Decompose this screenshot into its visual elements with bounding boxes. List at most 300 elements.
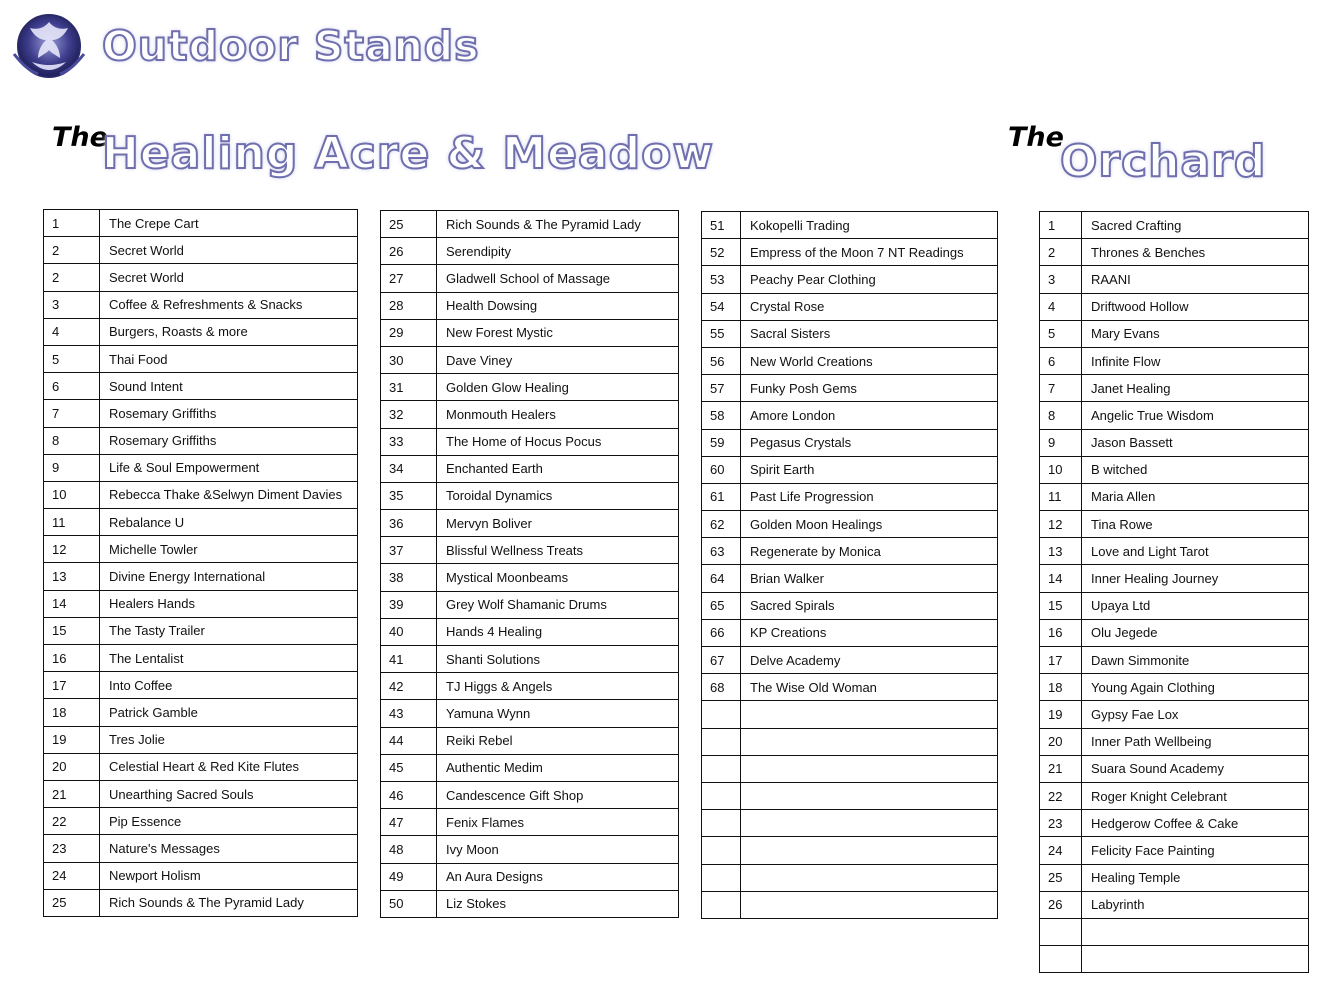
stand-number: 17: [1040, 647, 1082, 674]
stand-name: An Aura Designs: [437, 863, 679, 890]
table-row: [44, 427, 358, 454]
table-row: [702, 402, 998, 429]
table-row: [44, 454, 358, 481]
stand-number: 50: [381, 890, 437, 917]
stand-number: 61: [702, 483, 741, 510]
stand-number: 35: [381, 482, 437, 509]
stand-name: Rebecca Thake &Selwyn Diment Davies: [100, 481, 358, 508]
table-row: [381, 537, 679, 564]
table-row: [1040, 212, 1309, 239]
stand-number: [702, 701, 741, 728]
stand-name: Labyrinth: [1082, 891, 1309, 918]
table-row: [702, 538, 998, 565]
area-prefix: The: [1008, 122, 1064, 153]
table-row: [1040, 728, 1309, 755]
stand-name: Kokopelli Trading: [741, 212, 998, 239]
stand-name: Peachy Pear Clothing: [741, 266, 998, 293]
table-row: [381, 836, 679, 863]
stand-number: 59: [702, 429, 741, 456]
table-row: [381, 510, 679, 537]
stand-name: Patrick Gamble: [100, 699, 358, 726]
table-row: [1040, 320, 1309, 347]
stand-name: Gladwell School of Massage: [437, 265, 679, 292]
stand-number: 30: [381, 346, 437, 373]
table-row: [1040, 619, 1309, 646]
stand-number: 37: [381, 537, 437, 564]
stand-name: Empress of the Moon 7 NT Readings: [741, 239, 998, 266]
stand-name: Hedgerow Coffee & Cake: [1082, 810, 1309, 837]
stand-name: Past Life Progression: [741, 483, 998, 510]
table-row: [1040, 647, 1309, 674]
table-row: [381, 754, 679, 781]
table-row: [44, 563, 358, 590]
stand-name: Amore London: [741, 402, 998, 429]
table-row: [381, 292, 679, 319]
stand-name: Gypsy Fae Lox: [1082, 701, 1309, 728]
stand-number: 16: [1040, 619, 1082, 646]
stand-number: 46: [381, 781, 437, 808]
stand-name: Sound Intent: [100, 373, 358, 400]
area-title-healing-acre: Healing Acre & Meadow: [102, 128, 715, 179]
table-row: [381, 428, 679, 455]
table-row: [1040, 483, 1309, 510]
stand-name: Mervyn Boliver: [437, 510, 679, 537]
stand-number: [702, 837, 741, 864]
table-row: [44, 400, 358, 427]
stand-number: 8: [1040, 402, 1082, 429]
table-row: [1040, 538, 1309, 565]
stand-name: Grey Wolf Shamanic Drums: [437, 591, 679, 618]
stand-number: 31: [381, 374, 437, 401]
table-row: [381, 374, 679, 401]
stand-name: Inner Path Wellbeing: [1082, 728, 1309, 755]
table-row: [1040, 402, 1309, 429]
stand-number: 67: [702, 647, 741, 674]
table-row: [44, 753, 358, 780]
table-row: [44, 318, 358, 345]
stand-number: [1040, 918, 1082, 945]
table-row: [1040, 266, 1309, 293]
stand-name: Enchanted Earth: [437, 455, 679, 482]
table-row: [44, 590, 358, 617]
stand-number: 21: [1040, 755, 1082, 782]
stand-number: 41: [381, 646, 437, 673]
stand-name: Dawn Simmonite: [1082, 647, 1309, 674]
table-row: [44, 509, 358, 536]
stand-number: 45: [381, 754, 437, 781]
stand-number: 51: [702, 212, 741, 239]
table-row: [1040, 511, 1309, 538]
stand-number: 68: [702, 674, 741, 701]
table-row: [1040, 755, 1309, 782]
table-row: [1040, 347, 1309, 374]
table-row: [381, 700, 679, 727]
stand-name: TJ Higgs & Angels: [437, 673, 679, 700]
stand-name: Inner Healing Journey: [1082, 565, 1309, 592]
stand-number: 22: [44, 808, 100, 835]
stand-name: Funky Posh Gems: [741, 375, 998, 402]
stand-name: Divine Energy International: [100, 563, 358, 590]
stand-name: Newport Holism: [100, 862, 358, 889]
stand-name: Upaya Ltd: [1082, 592, 1309, 619]
stand-name: [1082, 946, 1309, 973]
stand-number: 52: [702, 239, 741, 266]
stand-number: 33: [381, 428, 437, 455]
table-row: [1040, 946, 1309, 973]
stand-number: 11: [1040, 483, 1082, 510]
stand-name: Nature's Messages: [100, 835, 358, 862]
stand-name: B witched: [1082, 456, 1309, 483]
stand-name: Candescence Gift Shop: [437, 781, 679, 808]
table-row: [702, 266, 998, 293]
table-row: [381, 781, 679, 808]
table-row: [44, 780, 358, 807]
stand-name: Reiki Rebel: [437, 727, 679, 754]
stand-name: Tres Jolie: [100, 726, 358, 753]
phoenix-logo-icon: [8, 10, 90, 82]
stand-number: 15: [44, 617, 100, 644]
stand-name: Thai Food: [100, 345, 358, 372]
table-row: [702, 864, 998, 891]
stand-name: RAANI: [1082, 266, 1309, 293]
stand-number: 26: [1040, 891, 1082, 918]
stand-number: 10: [44, 481, 100, 508]
table-row: [702, 592, 998, 619]
stand-number: 13: [1040, 538, 1082, 565]
stand-number: 7: [1040, 375, 1082, 402]
stand-number: 53: [702, 266, 741, 293]
table-row: [44, 889, 358, 916]
stand-name: Sacral Sisters: [741, 320, 998, 347]
stand-name: Rich Sounds & The Pyramid Lady: [437, 211, 679, 238]
stand-number: 20: [1040, 728, 1082, 755]
stand-name: Healing Temple: [1082, 864, 1309, 891]
stand-number: 42: [381, 673, 437, 700]
table-row: [702, 619, 998, 646]
table-row: [44, 210, 358, 237]
stand-name: Regenerate by Monica: [741, 538, 998, 565]
area-title-orchard: Orchard: [1060, 136, 1267, 187]
stand-name: Mary Evans: [1082, 320, 1309, 347]
table-row: [1040, 810, 1309, 837]
stand-name: Yamuna Wynn: [437, 700, 679, 727]
table-row: [381, 319, 679, 346]
stand-name: New World Creations: [741, 347, 998, 374]
stand-name: Blissful Wellness Treats: [437, 537, 679, 564]
stand-number: 54: [702, 293, 741, 320]
stand-name: [1082, 918, 1309, 945]
stand-name: [741, 837, 998, 864]
stand-number: 27: [381, 265, 437, 292]
stand-number: 58: [702, 402, 741, 429]
table-row: [702, 728, 998, 755]
table-row: [44, 291, 358, 318]
table-row: [702, 647, 998, 674]
stand-number: 21: [44, 780, 100, 807]
table-row: [381, 401, 679, 428]
stand-name: The Lentalist: [100, 645, 358, 672]
stand-number: 64: [702, 565, 741, 592]
stand-name: The Tasty Trailer: [100, 617, 358, 644]
stand-number: 5: [44, 345, 100, 372]
stand-name: Healers Hands: [100, 590, 358, 617]
stand-number: [1040, 946, 1082, 973]
stand-name: Pegasus Crystals: [741, 429, 998, 456]
stand-number: 18: [1040, 674, 1082, 701]
stand-number: 23: [1040, 810, 1082, 837]
table-row: [44, 699, 358, 726]
stand-name: Coffee & Refreshments & Snacks: [100, 291, 358, 318]
stand-name: Rosemary Griffiths: [100, 400, 358, 427]
table-row: [702, 347, 998, 374]
stand-number: 12: [44, 536, 100, 563]
stand-number: 57: [702, 375, 741, 402]
stand-number: 20: [44, 753, 100, 780]
table-row: [1040, 239, 1309, 266]
stand-name: Roger Knight Celebrant: [1082, 782, 1309, 809]
stand-name: Felicity Face Painting: [1082, 837, 1309, 864]
stand-name: Sacred Crafting: [1082, 212, 1309, 239]
stand-name: Liz Stokes: [437, 890, 679, 917]
table-row: [381, 646, 679, 673]
area-prefix: The: [52, 122, 108, 153]
table-row: [702, 891, 998, 918]
stand-number: 25: [1040, 864, 1082, 891]
table-row: [44, 645, 358, 672]
stand-name: The Home of Hocus Pocus: [437, 428, 679, 455]
stand-name: Suara Sound Academy: [1082, 755, 1309, 782]
stand-number: 12: [1040, 511, 1082, 538]
stand-number: 2: [44, 264, 100, 291]
table-row: [1040, 293, 1309, 320]
page-title: Outdoor Stands: [102, 22, 480, 70]
stand-number: [702, 755, 741, 782]
stand-name: Rebalance U: [100, 509, 358, 536]
stand-number: 49: [381, 863, 437, 890]
stand-name: [741, 728, 998, 755]
table-row: [381, 564, 679, 591]
stand-name: Driftwood Hollow: [1082, 293, 1309, 320]
stand-number: 8: [44, 427, 100, 454]
stand-number: 3: [1040, 266, 1082, 293]
table-row: [381, 265, 679, 292]
table-row: [1040, 592, 1309, 619]
stand-name: Secret World: [100, 264, 358, 291]
stand-number: 66: [702, 619, 741, 646]
table-row: [1040, 456, 1309, 483]
table-row: [702, 320, 998, 347]
table-row: [44, 373, 358, 400]
stand-number: 23: [44, 835, 100, 862]
table-row: [702, 239, 998, 266]
stand-number: [702, 891, 741, 918]
table-row: [702, 483, 998, 510]
table-row: [702, 212, 998, 239]
table-row: [44, 726, 358, 753]
stand-name: [741, 701, 998, 728]
table-row: [44, 264, 358, 291]
stand-number: 44: [381, 727, 437, 754]
stand-number: 9: [44, 454, 100, 481]
table-row: [1040, 429, 1309, 456]
stand-number: 34: [381, 455, 437, 482]
stand-number: 47: [381, 809, 437, 836]
stand-number: 48: [381, 836, 437, 863]
table-row: [702, 810, 998, 837]
stand-name: Celestial Heart & Red Kite Flutes: [100, 753, 358, 780]
stand-name: Crystal Rose: [741, 293, 998, 320]
table-row: [702, 375, 998, 402]
stand-name: Unearthing Sacred Souls: [100, 780, 358, 807]
stand-name: Angelic True Wisdom: [1082, 402, 1309, 429]
stand-name: Rich Sounds & The Pyramid Lady: [100, 889, 358, 916]
table-row: [44, 808, 358, 835]
table-row: [44, 536, 358, 563]
stand-number: 24: [44, 862, 100, 889]
stand-name: [741, 891, 998, 918]
stand-name: Authentic Medim: [437, 754, 679, 781]
table-row: [44, 345, 358, 372]
table-row: [44, 237, 358, 264]
stand-name: Toroidal Dynamics: [437, 482, 679, 509]
table-row: [381, 863, 679, 890]
stand-number: 32: [381, 401, 437, 428]
stand-number: 40: [381, 618, 437, 645]
stand-number: 38: [381, 564, 437, 591]
table-row: [44, 617, 358, 644]
stand-name: Hands 4 Healing: [437, 618, 679, 645]
table-row: [702, 511, 998, 538]
stand-number: 24: [1040, 837, 1082, 864]
stand-name: Tina Rowe: [1082, 511, 1309, 538]
stand-number: 15: [1040, 592, 1082, 619]
table-row: [702, 701, 998, 728]
table-row: [1040, 701, 1309, 728]
stand-number: 25: [381, 211, 437, 238]
stand-number: [702, 782, 741, 809]
stand-name: KP Creations: [741, 619, 998, 646]
table-row: [381, 618, 679, 645]
stand-name: Serendipity: [437, 238, 679, 265]
table-row: [381, 238, 679, 265]
table-row: [702, 456, 998, 483]
table-row: [44, 672, 358, 699]
table-row: [702, 293, 998, 320]
table-row: [702, 674, 998, 701]
stands-table-3: [701, 211, 998, 919]
stand-number: 13: [44, 563, 100, 590]
stand-name: Infinite Flow: [1082, 347, 1309, 374]
stand-number: 5: [1040, 320, 1082, 347]
stand-number: 1: [44, 210, 100, 237]
orchard-stands-table: [1039, 211, 1309, 973]
stand-number: 14: [44, 590, 100, 617]
stand-number: 10: [1040, 456, 1082, 483]
stand-number: 1: [1040, 212, 1082, 239]
stand-number: 36: [381, 510, 437, 537]
stand-number: 17: [44, 672, 100, 699]
stand-name: Young Again Clothing: [1082, 674, 1309, 701]
table-row: [381, 346, 679, 373]
stand-number: 39: [381, 591, 437, 618]
stand-number: 65: [702, 592, 741, 619]
stand-number: [702, 728, 741, 755]
table-row: [702, 565, 998, 592]
stand-name: Mystical Moonbeams: [437, 564, 679, 591]
stand-name: Monmouth Healers: [437, 401, 679, 428]
stand-name: Life & Soul Empowerment: [100, 454, 358, 481]
stand-number: 7: [44, 400, 100, 427]
stand-name: Health Dowsing: [437, 292, 679, 319]
stand-name: Dave Viney: [437, 346, 679, 373]
table-row: [1040, 918, 1309, 945]
stand-number: [702, 810, 741, 837]
stands-table-2: [380, 210, 679, 918]
stand-name: Golden Moon Healings: [741, 511, 998, 538]
stand-name: The Wise Old Woman: [741, 674, 998, 701]
stand-number: 19: [44, 726, 100, 753]
stand-name: [741, 755, 998, 782]
stand-number: 28: [381, 292, 437, 319]
stand-name: Michelle Towler: [100, 536, 358, 563]
table-row: [381, 455, 679, 482]
stand-name: Brian Walker: [741, 565, 998, 592]
stand-number: 2: [44, 237, 100, 264]
stand-name: Maria Allen: [1082, 483, 1309, 510]
table-row: [381, 809, 679, 836]
stand-number: 22: [1040, 782, 1082, 809]
stand-name: Jason Bassett: [1082, 429, 1309, 456]
stand-number: 16: [44, 645, 100, 672]
stand-name: Golden Glow Healing: [437, 374, 679, 401]
table-row: [1040, 375, 1309, 402]
stand-number: 26: [381, 238, 437, 265]
table-row: [702, 755, 998, 782]
table-row: [381, 727, 679, 754]
stands-table-1: [43, 209, 358, 917]
stand-number: 55: [702, 320, 741, 347]
stand-number: 63: [702, 538, 741, 565]
stand-name: Ivy Moon: [437, 836, 679, 863]
table-row: [44, 481, 358, 508]
table-row: [1040, 565, 1309, 592]
table-row: [44, 862, 358, 889]
table-row: [1040, 782, 1309, 809]
stand-name: [741, 864, 998, 891]
stand-name: Delve Academy: [741, 647, 998, 674]
table-row: [381, 890, 679, 917]
stand-name: Into Coffee: [100, 672, 358, 699]
table-row: [1040, 837, 1309, 864]
stand-number: 43: [381, 700, 437, 727]
table-row: [44, 835, 358, 862]
stand-name: Rosemary Griffiths: [100, 427, 358, 454]
stand-name: Spirit Earth: [741, 456, 998, 483]
table-row: [1040, 891, 1309, 918]
stand-number: 56: [702, 347, 741, 374]
stand-name: Love and Light Tarot: [1082, 538, 1309, 565]
stand-name: Sacred Spirals: [741, 592, 998, 619]
stand-number: 29: [381, 319, 437, 346]
stand-name: The Crepe Cart: [100, 210, 358, 237]
stand-number: 25: [44, 889, 100, 916]
stand-name: [741, 810, 998, 837]
table-row: [702, 782, 998, 809]
stand-number: 14: [1040, 565, 1082, 592]
stand-name: Fenix Flames: [437, 809, 679, 836]
stand-name: Shanti Solutions: [437, 646, 679, 673]
stand-number: 11: [44, 509, 100, 536]
